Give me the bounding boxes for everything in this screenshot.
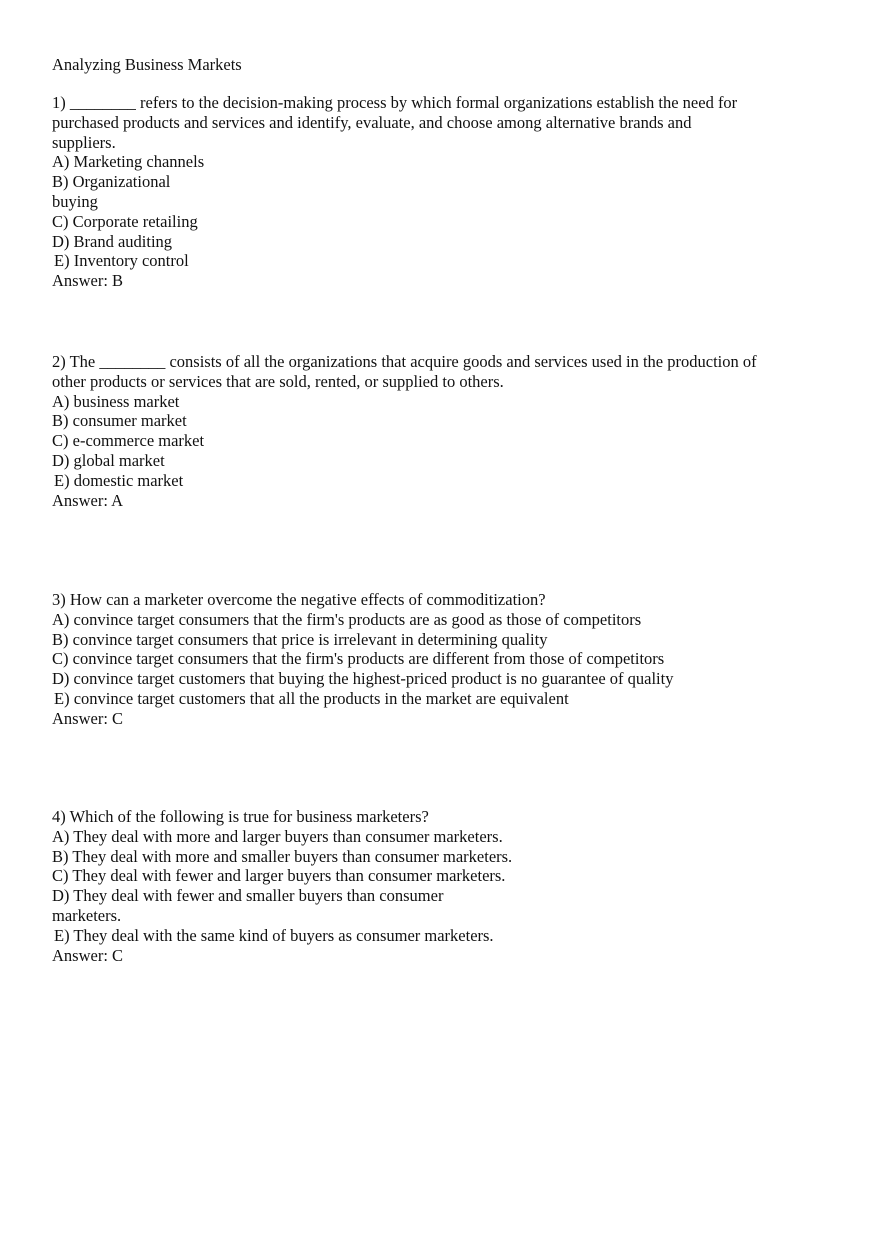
option-d: D) They deal with fewer and smaller buyers than consumer <box>52 886 444 906</box>
question-text-line: purchased products and services and identify, evaluate, and choose among alternative brands and <box>52 112 692 132</box>
question-3 <box>52 590 812 729</box>
option-a: A) business market <box>52 391 180 411</box>
option-d: D) convince target customers that buying the highest-priced product is no guarantee of quality <box>52 669 674 689</box>
answer-line: Answer: C <box>52 708 124 728</box>
option-d: D) Brand auditing <box>52 231 173 251</box>
option-c: C) convince target consumers that the firm's products are different from those of competitors <box>52 649 665 669</box>
question-2 <box>52 352 812 510</box>
answer-line: Answer: A <box>52 490 124 510</box>
option-b: B) consumer market <box>52 411 187 431</box>
option-d: D) global market <box>52 450 165 470</box>
option-b-continued: buying <box>52 191 98 211</box>
option-e: E) They deal with the same kind of buyers as consumer marketers. <box>54 925 494 945</box>
option-a: A) Marketing channels <box>52 152 205 172</box>
question-text-line: suppliers. <box>52 132 116 152</box>
option-b: B) They deal with more and smaller buyers than consumer marketers. <box>52 846 513 866</box>
question-4 <box>52 807 812 965</box>
option-e: E) domestic market <box>54 470 184 490</box>
question-1 <box>52 93 812 291</box>
option-c: C) Corporate retailing <box>52 211 198 231</box>
option-a: A) They deal with more and larger buyers than consumer marketers. <box>52 826 503 846</box>
question-text-line: other products or services that are sold, rented, or supplied to others. <box>52 371 504 391</box>
option-d-continued: marketers. <box>52 905 122 925</box>
answer-line: Answer: C <box>52 945 124 965</box>
option-b: B) Organizational <box>52 172 171 192</box>
question-text-line: 4) Which of the following is true for business marketers? <box>52 807 429 826</box>
option-c: C) They deal with fewer and larger buyers than consumer marketers. <box>52 866 506 886</box>
answer-line: Answer: B <box>52 271 124 291</box>
question-text-line: 1) ________ refers to the decision-making process by which formal organizations establish the need for <box>52 93 738 112</box>
option-c: C) e-commerce market <box>52 431 205 451</box>
option-a: A) convince target consumers that the firm's products are as good as those of competitors <box>52 609 642 629</box>
question-text-line: 2) The ________ consists of all the organizations that acquire goods and services used in the production of <box>52 352 757 371</box>
option-b: B) convince target consumers that price is irrelevant in determining quality <box>52 629 548 649</box>
document-title: Analyzing Business Markets <box>52 55 242 74</box>
question-text-line: 3) How can a marketer overcome the negative effects of commoditization? <box>52 590 546 609</box>
option-e: E) Inventory control <box>54 251 189 271</box>
option-e: E) convince target customers that all the products in the market are equivalent <box>54 688 569 708</box>
